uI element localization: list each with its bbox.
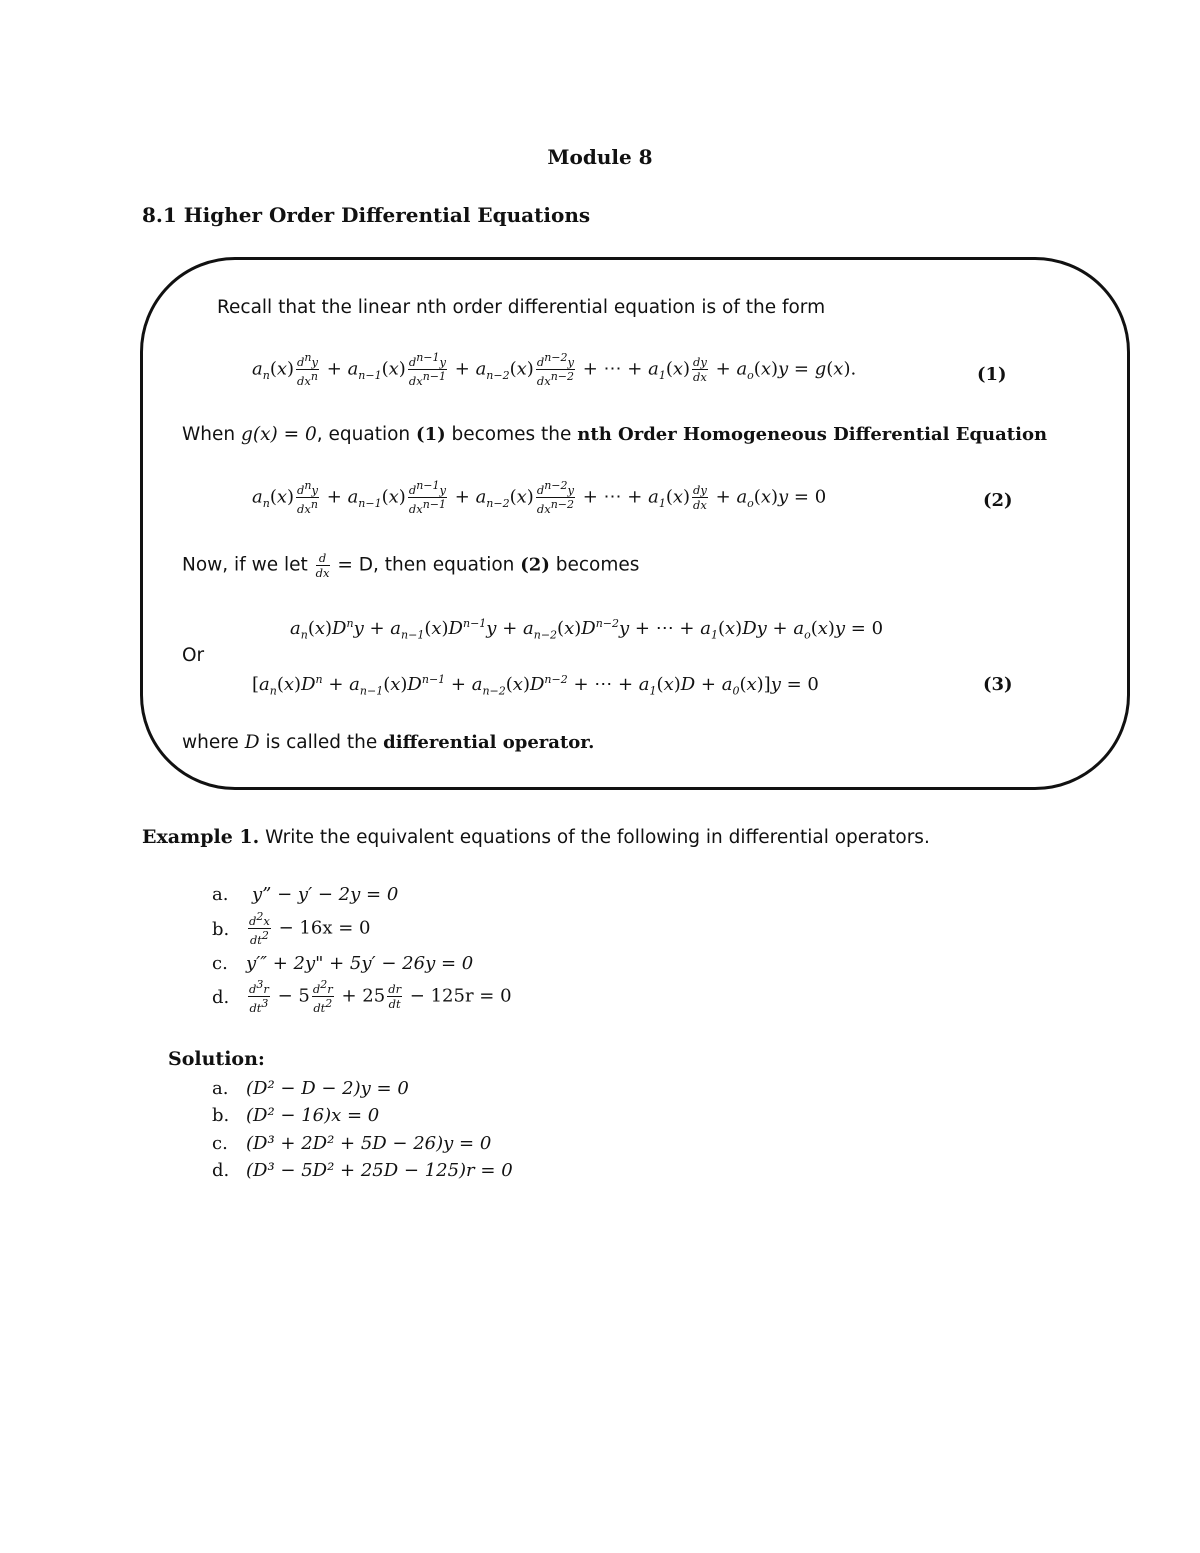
example-item-letter: b. [212,919,230,940]
operator-equation: $a_n(x)D^ny + a_{n-1}(x)D^{n-1}y + a_{n-2}(x)D^{n-2}y$ + ⋯ + $a_1(x)Dy + a_o(x)y = 0$ [290,617,884,642]
example-item-expr: y′″ + 2y" + 5y′ − 26y = 0 [246,953,474,974]
section-heading: 8.1 Higher Order Differential Equations [142,203,591,227]
solution-heading: Solution: [168,1048,265,1070]
operator-definition: Now, if we let $\frac{d}{dx}$ = D, then equation (2) becomes [182,551,640,581]
solution-item-expr: (D² − 16)x = 0 [246,1105,380,1126]
example-item-expr: $\frac{d^3r}{dt^3}$ − 5 $\frac{d^2r}{dt^2}$ + 25 $\frac{dr}{dt}$ − 125r = 0 [249,978,512,1015]
equation-1: $a_n(x)$ $\frac{d^ny}{dx^n}$ + $a_{n-1}(x)$ $\frac{d^{n-1}y}{dx^{n-1}}$ + $a_{n-2}(x)$ $\frac{d^{n-2}y}{dx^{n-2}}$ + ⋯ + $a_1(x)$ $\frac{dy}{dx}$ + $a_o(x)y = g(x)$. [252,351,857,388]
operator-note: where D is called the differential operator. [182,732,595,753]
recall-text: Recall that the linear nth order differential equation is of the form [217,297,826,318]
equation-2-tag: (2) [983,490,1013,511]
equation-1-tag: (1) [977,364,1007,385]
example-heading: Example 1. Write the equivalent equations of the following in differential operators. [142,826,930,848]
homogeneous-statement: When g(x) = 0, equation (1) becomes the nth Order Homogeneous Differential Equation [182,424,1048,445]
example-item-letter: c. [212,953,228,974]
equation-3-tag: (3) [983,674,1013,695]
solution-item-letter: c. [212,1133,228,1154]
solution-item-letter: b. [212,1105,230,1126]
definition-box [140,257,1130,790]
solution-item-expr: (D² − D − 2)y = 0 [246,1078,409,1099]
example-item-expr: y” − y′ − 2y = 0 [252,884,399,905]
solution-item-expr: (D³ + 2D² + 5D − 26)y = 0 [246,1133,492,1154]
solution-item-letter: d. [212,1160,230,1181]
page-title: Module 8 [547,145,653,169]
example-item-letter: a. [212,884,229,905]
or-label: Or [182,645,205,666]
equation-2: $a_n(x)$ $\frac{d^ny}{dx^n}$ + $a_{n-1}(x)$ $\frac{d^{n-1}y}{dx^{n-1}}$ + $a_{n-2}(x)$ $\frac{d^{n-2}y}{dx^{n-2}}$ + ⋯ + $a_1(x)$ $\frac{dy}{dx}$ + $a_o(x)y = 0$ [252,479,827,516]
example-item-letter: d. [212,987,230,1008]
solution-item-letter: a. [212,1078,229,1099]
equation-3: [$a_n(x)D^n + a_{n-1}(x)D^{n-1} + a_{n-2}(x)D^{n-2}$ + ⋯ + $a_1(x)D + a_0(x)]y = 0$ [252,673,819,698]
example-item-expr: $\frac{d^2x}{dt^2}$ − 16x = 0 [249,910,371,947]
solution-item-expr: (D³ − 5D² + 25D − 125)r = 0 [246,1160,513,1181]
